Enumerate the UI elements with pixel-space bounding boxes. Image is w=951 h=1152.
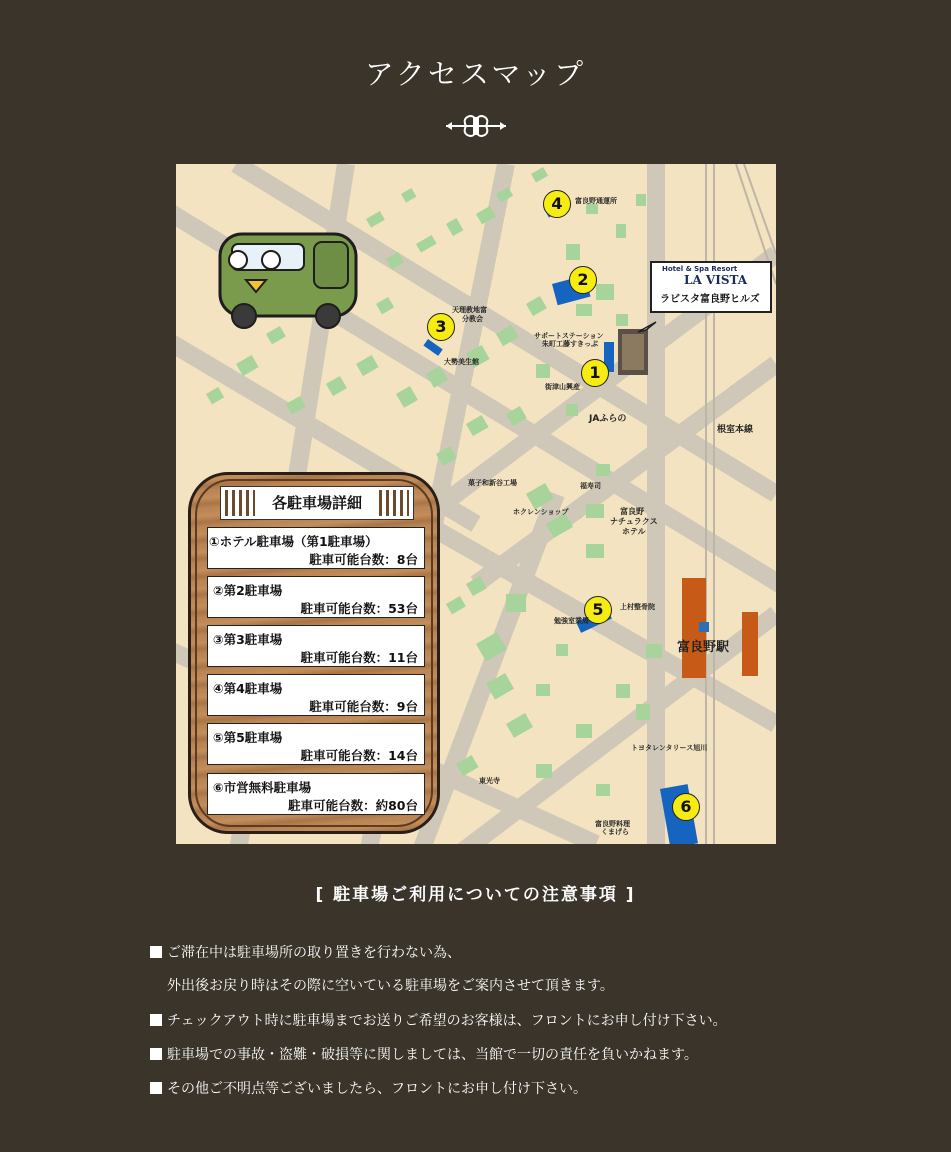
board-title: 各駐車場詳細 [271,494,362,512]
parking-lot-name: ⑤第5駐車場 [213,730,283,745]
place-label: 福寿司 [580,482,601,490]
place-label: 分教会 [462,315,483,323]
note-text: ご滞在中は駐車場所の取り置きを行わない為、 [167,945,461,961]
parking-lot-capacity: 駐車可能台数：11台 [300,650,418,665]
parking-lot-item [207,674,425,716]
note-item [150,942,461,962]
parking-lot-item [207,625,425,667]
plate-decoration [379,490,409,516]
page-title: アクセスマップ [364,57,587,91]
place-label: 富良野料理 [595,820,630,828]
note-text: その他ご不明点等ございましたら、フロントにお申し付け下さい。 [167,1081,587,1097]
note-item [150,1044,698,1064]
map-pin-4[interactable]: 4 [543,190,571,218]
place-label: 朱町工藤すきっぷ [542,340,598,348]
place-label: 天理教地富 [452,306,487,314]
parking-lot-name: ④第4駐車場 [213,681,283,696]
place-label: くまげら [601,828,629,836]
station-label: 富良野駅 [677,640,730,655]
map-pin-3[interactable]: 3 [427,313,455,341]
parking-lot-item [207,576,425,618]
bus-character [220,234,356,328]
parking-detail-board [188,472,440,834]
map-pin-6[interactable]: 6 [672,793,700,821]
place-label: 東光寺 [479,777,500,785]
map-pin-1[interactable]: 1 [581,359,609,387]
access-map [176,164,776,844]
logo-name: LA VISTA [684,273,748,287]
hotel-logo-box [650,261,772,313]
place-label: 上村整骨院 [620,603,655,611]
place-label: ホテル [622,527,646,536]
map-pin-5[interactable]: 5 [584,596,612,624]
note-text: チェックアウト時に駐車場までお送りご希望のお客様は、フロントにお申し付け下さい。 [167,1013,727,1029]
board-title-plate [220,486,414,520]
place-label: ナチュラクス [610,517,658,526]
bullet-square-icon [150,1014,162,1026]
plate-decoration [225,490,255,516]
parking-lot-name: ②第2駐車場 [213,583,283,598]
place-label: ホクレンショップ [513,508,569,516]
parking-lot-item [207,723,425,765]
notes-title: [ 駐車場ご利用についての注意事項 ] [315,885,636,905]
parking-lot-capacity: 駐車可能台数：53台 [300,601,418,616]
logo-brand: Hotel & Spa Resort [662,265,738,273]
parking-lot-capacity: 駐車可能台数：約80台 [288,798,418,813]
place-label: JAふらの [589,414,627,424]
note-item [150,1010,727,1030]
place-label: 菓子和新谷工場 [468,479,517,487]
bullet-square-icon [150,1048,162,1060]
parking-lot-name: ③第3駐車場 [213,632,283,647]
parking-lot-capacity: 駐車可能台数：9台 [309,699,418,714]
note-text: 駐車場での事故・盗難・破損等に関しましては、当館で一切の責任を負いかねます。 [167,1047,698,1063]
bullet-square-icon [150,946,162,958]
map-pin-2[interactable]: 2 [569,266,597,294]
place-label: 富良野通運所 [575,197,617,205]
note-text: 外出後お戻り時はその際に空いている駐車場をご案内させて頂きます。 [167,978,614,994]
note-item [150,1078,587,1098]
place-label: 富良野 [620,507,644,516]
parking-lot-capacity: 駐車可能台数：8台 [309,552,418,567]
place-label: トヨタレンタリース旭川 [631,744,708,752]
note-item [150,975,614,995]
place-label: 勉強室業周 [554,617,589,625]
parking-lot-item [207,773,425,815]
parking-lot-name: ①ホテル駐車場（第1駐車場） [209,534,378,549]
parking-lot-name: ⑥市営無料駐車場 [213,780,312,795]
place-label: 根室本線 [717,425,754,435]
place-label: サポートステーション [534,332,604,340]
bullet-square-icon [150,1082,162,1094]
logo-subtitle: ラビスタ富良野ヒルズ [660,294,760,305]
parking-lot-capacity: 駐車可能台数：14台 [300,748,418,763]
place-label: 街津山興産 [545,383,580,391]
ornament-divider [444,112,508,140]
place-label: 大勢美生館 [444,358,479,366]
parking-lot-item [207,527,425,569]
